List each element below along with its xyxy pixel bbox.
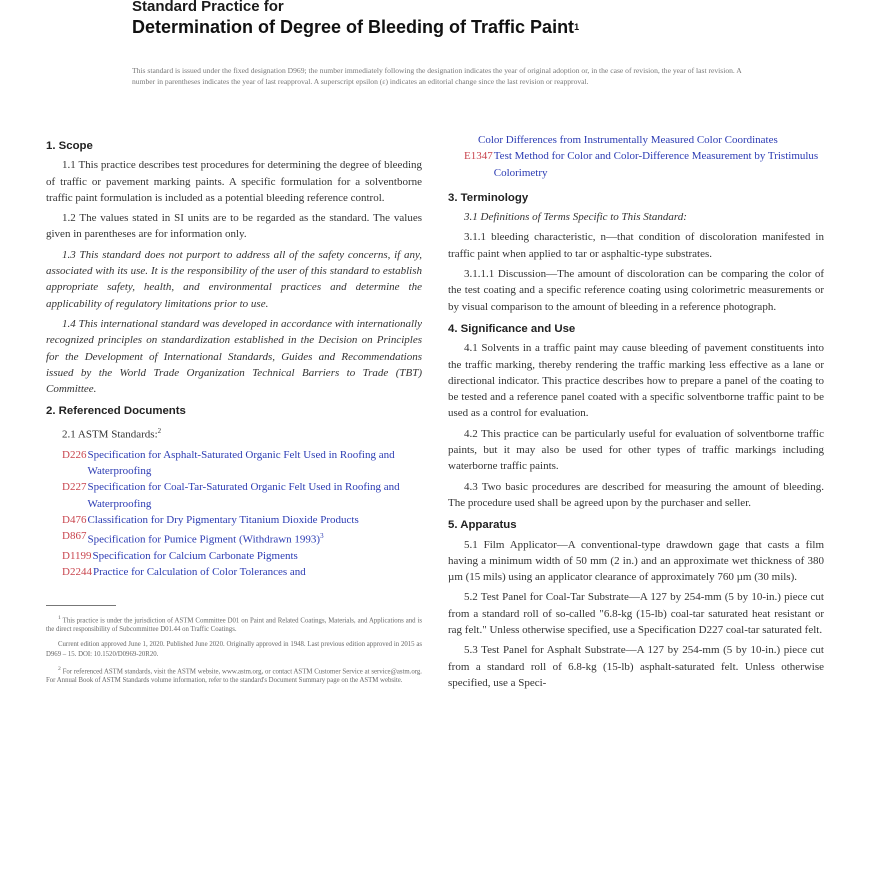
title-line-1: Standard Practice for bbox=[132, 0, 284, 15]
reference-link[interactable]: Practice for Calculation of Color Tolerances and bbox=[92, 566, 306, 579]
reference-item[interactable] bbox=[46, 447, 422, 480]
reference-continuation[interactable] bbox=[448, 132, 824, 148]
paragraph-5-3: 5.3 Test Panel for Asphalt Substrate—A 127 by 254-mm (5 by 10-in.) piece cut from a standard roll of 6.8-kg (15-lb) asphalt-saturated felt. Unless otherwise specified, use a Speci- bbox=[448, 644, 824, 689]
section-heading-scope: 1. Scope bbox=[46, 140, 93, 152]
designation-notice: This standard is issued under the fixed designation D969; the number immediately following the designation indicates the year of original adoption or, in the case of revision, the year of last revision. A number in parentheses indicates the year of last reapproval. A superscript epsilon (ε) indicates an editorial change since the last revision or reapproval. bbox=[132, 66, 742, 86]
paragraph-1-2: 1.2 The values stated in SI units are to be regarded as the standard. The values given in parentheses are for information only. bbox=[46, 212, 422, 241]
reference-code: D1199 bbox=[62, 550, 92, 563]
footnote-2 bbox=[46, 665, 422, 686]
title-text: Determination of Degree of Bleeding of Traffic Paint bbox=[132, 17, 575, 37]
footnote-2-mark: 2 bbox=[58, 665, 61, 672]
section-heading-terminology: 3. Terminology bbox=[448, 191, 529, 204]
right-column bbox=[448, 132, 824, 695]
paragraph-4-3: 4.3 Two basic procedures are described for measuring the amount of bleeding. The procedure used shall be agreed upon by the purchaser and seller. bbox=[448, 480, 824, 509]
section-heading-referenced-documents: 2. Referenced Documents bbox=[46, 405, 186, 418]
footnote-1-edition: Current edition approved June 1, 2020. Published June 2020. Originally approved in 1948. Last previous edition approved in 2015 as D969 – 15. DOI: 10.1520/D0969-20R20. bbox=[46, 641, 422, 658]
paragraph-1-1: 1.1 This practice describes test procedures for determining the degree of bleeding of traffic or pavement marking paints. A specific formulation for a solventborne traffic paint formulation is included as a potential bleeding reference control. bbox=[46, 159, 422, 204]
reference-item[interactable] bbox=[46, 479, 422, 512]
paragraph-2-1 bbox=[46, 423, 422, 443]
paragraph-1-3: 1.3 This standard does not purport to address all of the safety concerns, if any, associated with its use. It is the responsibility of the user of this standard to establish appropriate safety, health, and environmental practices and determine the applicability of regulatory limitations prior to use. bbox=[46, 248, 422, 310]
paragraph-4-2: 4.2 This practice can be particularly useful for evaluation of solventborne traffic paints, but it may also be used for other types of traffic markings including waterborne traffic paints. bbox=[448, 427, 824, 473]
paragraph-3-1-1: 3.1.1 bleeding characteristic, n—that condition of discoloration manifested in traffic paint when applied to tar or asphaltic-type substrates. bbox=[448, 231, 824, 260]
footnote-mark-2: 2 bbox=[157, 426, 162, 435]
footnote-1-mark: 1 bbox=[58, 614, 61, 621]
reference-link[interactable]: Classification for Dry Pigmentary Titanium Dioxide Products bbox=[87, 513, 359, 526]
reference-item[interactable] bbox=[46, 564, 422, 580]
reference-code: D226 bbox=[62, 448, 87, 461]
title-line-2 bbox=[132, 16, 832, 38]
reference-link[interactable]: Specification for Coal-Tar-Saturated Organic Felt Used in Roofing and Waterproofing bbox=[87, 481, 400, 510]
reference-link[interactable]: Specification for Calcium Carbonate Pigments bbox=[92, 550, 298, 563]
withdrawn-footnote-mark: 3 bbox=[320, 532, 324, 541]
reference-link[interactable]: Color Differences from Instrumentally Measured Color Coordinates bbox=[478, 134, 778, 146]
reference-item[interactable] bbox=[448, 148, 824, 181]
section-heading-apparatus: 5. Apparatus bbox=[448, 519, 517, 532]
footnote-1-text: This practice is under the jurisdiction of ASTM Committee D01 on Paint and Related Coatings, Materials, and Applications and is the direct responsibility of Subcommittee D01.44 on Traffic Coatings. bbox=[46, 617, 422, 634]
footnote-divider bbox=[46, 605, 116, 606]
reference-item[interactable] bbox=[46, 512, 422, 528]
reference-link[interactable] bbox=[87, 528, 323, 548]
document-header bbox=[132, 0, 832, 38]
reference-item[interactable] bbox=[46, 548, 422, 564]
paragraph-5-2: 5.2 Test Panel for Coal-Tar Substrate—A 127 by 254-mm (5 by 10-in.) piece cut from a standard roll of so-called "6.8-kg (15-lb) coal-tar saturated heat resistant or rag felt." Unless otherwise specified, use a Specification D227 coal-tar saturated felt. bbox=[448, 591, 824, 637]
paragraph-3-1: 3.1 Definitions of Terms Specific to This Standard: bbox=[464, 211, 687, 224]
paragraph-4-1: 4.1 Solvents in a traffic paint may cause bleeding of pavement constituents into the traffic marking, thereby rendering the traffic marking less effective as a lane or directional indicator. This practice describes how to prepare a panel of the coating to be tested and a reference panel coated with a specific solventborne traffic paint to be used as a control for evaluation. bbox=[448, 342, 824, 420]
paragraph-5-1: 5.1 Film Applicator—A conventional-type drawdown gage that casts a film having a minimum width of 50 mm (2 in.) and an approximate wet thickness of 380 µm (15 mils) using an applicator clearance of approximately 760 µm (30 mils). bbox=[448, 538, 824, 584]
reference-code: D227 bbox=[62, 481, 87, 494]
reference-link[interactable]: Specification for Asphalt-Saturated Organic Felt Used in Roofing and Waterproofing bbox=[87, 448, 395, 477]
reference-code: E1347 bbox=[464, 150, 493, 163]
reference-code: D867 bbox=[62, 530, 87, 543]
reference-link[interactable]: Test Method for Color and Color-Difference Measurement by Tristimulus Colorimetry bbox=[493, 150, 819, 179]
section-heading-significance: 4. Significance and Use bbox=[448, 322, 576, 335]
astm-standards-label: 2.1 ASTM Standards: bbox=[62, 428, 158, 441]
footnote-1 bbox=[46, 614, 422, 635]
paragraph-3-1-1-1: 3.1.1.1 Discussion—The amount of discoloration can be comparing the color of the test coating and a specific reference coating using colorimetric measurements or by visual comparison to the amount of bleeding in a reference photograph. bbox=[448, 268, 824, 313]
footnote-2-text: For referenced ASTM standards, visit the ASTM website, www.astm.org, or contact ASTM Customer Service at service@astm.org. For Annual Book of ASTM Standards volume information, refer to the standard's Document Summary page on the ASTM website. bbox=[46, 668, 423, 685]
paragraph-1-4: 1.4 This international standard was developed in accordance with internationally recognized principles on standardization established in the Decision on Principles for the Development of International Standards, Guides and Recommendations issued by the World Trade Organization Technical Barriers to Trade (TBT) Committee. bbox=[46, 317, 422, 396]
left-column bbox=[46, 132, 422, 691]
title-footnote-mark: 1 bbox=[574, 22, 580, 32]
reference-item[interactable] bbox=[46, 528, 422, 548]
reference-code: D476 bbox=[62, 513, 87, 526]
reference-title: Specification for Pumice Pigment (Withdrawn 1993) bbox=[87, 533, 321, 546]
reference-code: D2244 bbox=[62, 566, 92, 579]
